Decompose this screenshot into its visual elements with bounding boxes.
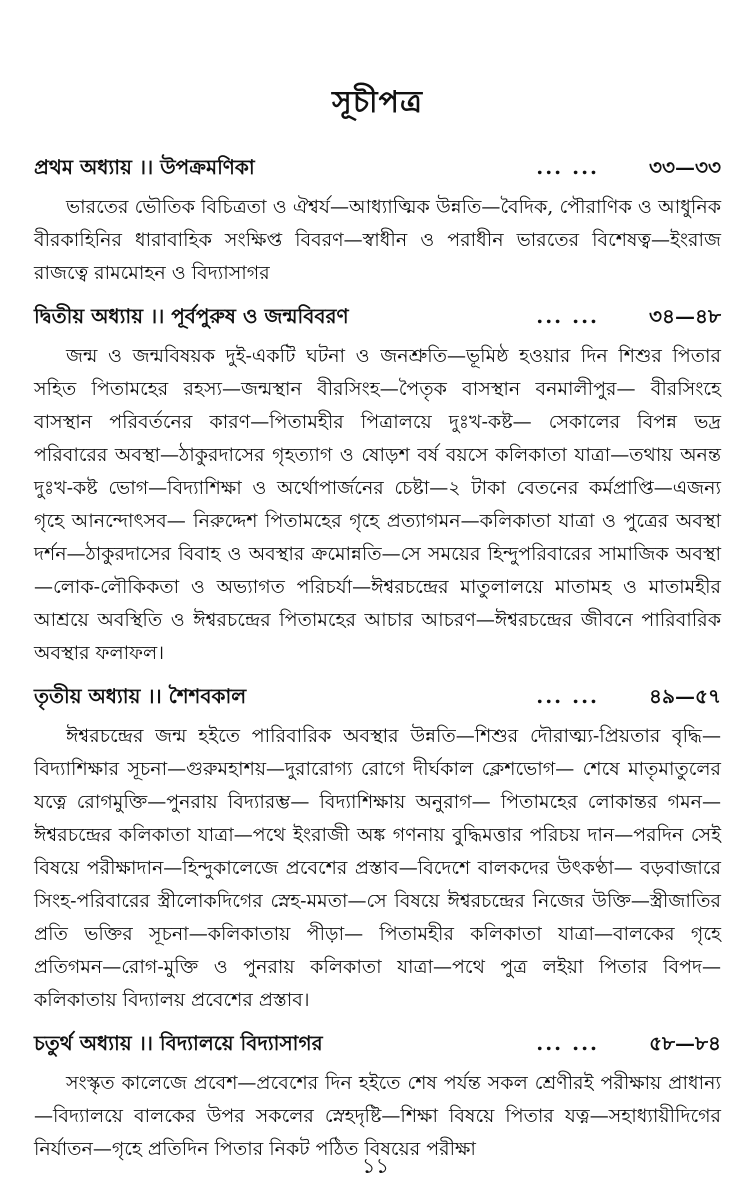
page-range: ৪৯—৫৭ xyxy=(649,684,721,708)
chapter-4 xyxy=(34,1029,721,1166)
leader-dots: ... ... xyxy=(536,155,599,179)
chapter-summary: সংস্কৃত কালেজে প্রবেশ—প্রবেশের দিন হইতে শেষ পর্যন্ত সকল শ্রেণীরই পরীক্ষায় প্রাধান্য—বিদ্যালয়ে বালকের উপর সকলের স্নেহদৃষ্টি—শিক্ষা বিষয়ে পিতার যত্ন—সহাধ্যায়ীদিগের নির্যাতন—গৃহে প্রতিদিন পিতার নিকট পঠিত বিষয়ের পরীক্ষা xyxy=(34,1072,721,1160)
page-number: ১১ xyxy=(361,1154,390,1178)
leader-dots: ... ... xyxy=(536,684,599,708)
page-range: ৫৮—৮৪ xyxy=(649,1031,721,1055)
chapter-label: প্রথম অধ্যায় ।। উপক্রমণিকা xyxy=(34,155,255,179)
page-range: ৩৩—৩৩ xyxy=(648,155,721,179)
page-range: ৩৪—৪৮ xyxy=(649,304,721,328)
chapter-1 xyxy=(34,153,721,290)
chapter-heading xyxy=(34,1029,721,1057)
chapter-3 xyxy=(34,682,721,1017)
leader-dots: ... ... xyxy=(536,304,599,328)
chapter-heading xyxy=(34,302,721,330)
chapter-label: চতুর্থ অধ্যায় ।। বিদ্যালয়ে বিদ্যাসাগর xyxy=(34,1031,323,1055)
chapter-label: দ্বিতীয় অধ্যায় ।। পূর্বপুরুষ ও জন্মবিবরণ xyxy=(34,304,349,328)
chapter-summary: জন্ম ও জন্মবিষয়ক দুই-একটি ঘটনা ও জনশ্রুতি—ভূমিষ্ঠ হওয়ার দিন শিশুর পিতার সহিত পিতামহের রহস্য—জন্মস্থান বীরসিংহ—পৈতৃক বাসস্থান বনমালীপুর— বীরসিংহে বাসস্থান পরিবর্তনের কারণ—পিতামহীর পিত্রালয়ে দুঃখ-কষ্ট— সেকালের বিপন্ন ভদ্র পরিবারের অবস্থা—ঠাকুরদাসের গৃহত্যাগ ও ষোড়শ বর্ষ বয়সে কলিকাতা যাত্রা—তথায় অনন্ত দুঃখ-কষ্ট ভোগ—বিদ্যাশিক্ষা ও অর্থোপার্জনের চেষ্টা—২ টাকা বেতনের কর্মপ্রাপ্তি—এজন্য গৃহে আনন্দোৎসব— নিরুদ্দেশ পিতামহের গৃহে প্রত্যাগমন—কলিকাতা যাত্রা ও পুত্রের অবস্থা দর্শন—ঠাকুরদাসের বিবাহ ও অবস্থার ক্রমোন্নতি—সে সময়ের হিন্দুপরিবারের সামাজিক অবস্থা—লোক-লৌকিকতা ও অভ্যাগত পরিচর্যা—ঈশ্বরচন্দ্রের মাতুলালয়ে মাতামহ ও মাতামহীর আশ্রয়ে অবস্থিতি ও ঈশ্বরচন্দ্রের পিতামহের আচার আচরণ—ঈশ্বরচন্দ্রের জীবনে পারিবারিক অবস্থার ফলাফল। xyxy=(34,345,721,664)
chapter-summary: ভারতের ভৌতিক বিচিত্রতা ও ঐশ্বর্য—আধ্যাত্মিক উন্নতি—বৈদিক, পৌরাণিক ও আধুনিক বীরকাহিনির ধারাবাহিক সংক্ষিপ্ত বিবরণ—স্বাধীন ও পরাধীন ভারতের বিশেষত্ব—ইংরাজ রাজত্বে রামমোহন ও বিদ্যাসাগর xyxy=(34,196,721,284)
chapter-label: তৃতীয় অধ্যায় ।। শৈশবকাল xyxy=(34,684,247,708)
chapter-summary: ঈশ্বরচন্দ্রের জন্ম হইতে পারিবারিক অবস্থার উন্নতি—শিশুর দৌরাত্ম্য-প্রিয়তার বৃদ্ধি—বিদ্যাশিক্ষার সূচনা—গুরুমহাশয়—দুরারোগ্য রোগে দীর্ঘকাল ক্লেশভোগ— শেষে মাতৃমাতুলের যত্নে রোগমুক্তি—পুনরায় বিদ্যারম্ভ— বিদ্যাশিক্ষায় অনুরাগ— পিতামহের লোকান্তর গমন—ঈশ্বরচন্দ্রের কলিকাতা যাত্রা—পথে ইংরাজী অঙ্ক গণনায় বুদ্ধিমত্তার পরিচয় দান—পরদিন সেই বিষয়ে পরীক্ষাদান—হিন্দুকালেজে প্রবেশের প্রস্তাব—বিদেশে বালকদের উৎকণ্ঠা— বড়বাজারে সিংহ-পরিবারের স্ত্রীলোকদিগের স্নেহ-মমতা—সে বিষয়ে ঈশ্বরচন্দ্রের নিজের উক্তি—স্ত্রীজাতির প্রতি ভক্তির সূচনা—কলিকাতায় পীড়া— পিতামহীর কলিকাতা যাত্রা—বালকের গৃহে প্রতিগমন—রোগ-মুক্তি ও পুনরায় কলিকাতা যাত্রা—পথে পুত্র লইয়া পিতার বিপদ—কলিকাতায় বিদ্যালয় প্রবেশের প্রস্তাব। xyxy=(34,725,721,1011)
chapter-heading xyxy=(34,682,721,710)
chapter-heading xyxy=(34,153,721,181)
chapter-2 xyxy=(34,302,721,670)
leader-dots: ... ... xyxy=(536,1031,599,1055)
page-title: সূচীপত্র xyxy=(332,85,423,120)
